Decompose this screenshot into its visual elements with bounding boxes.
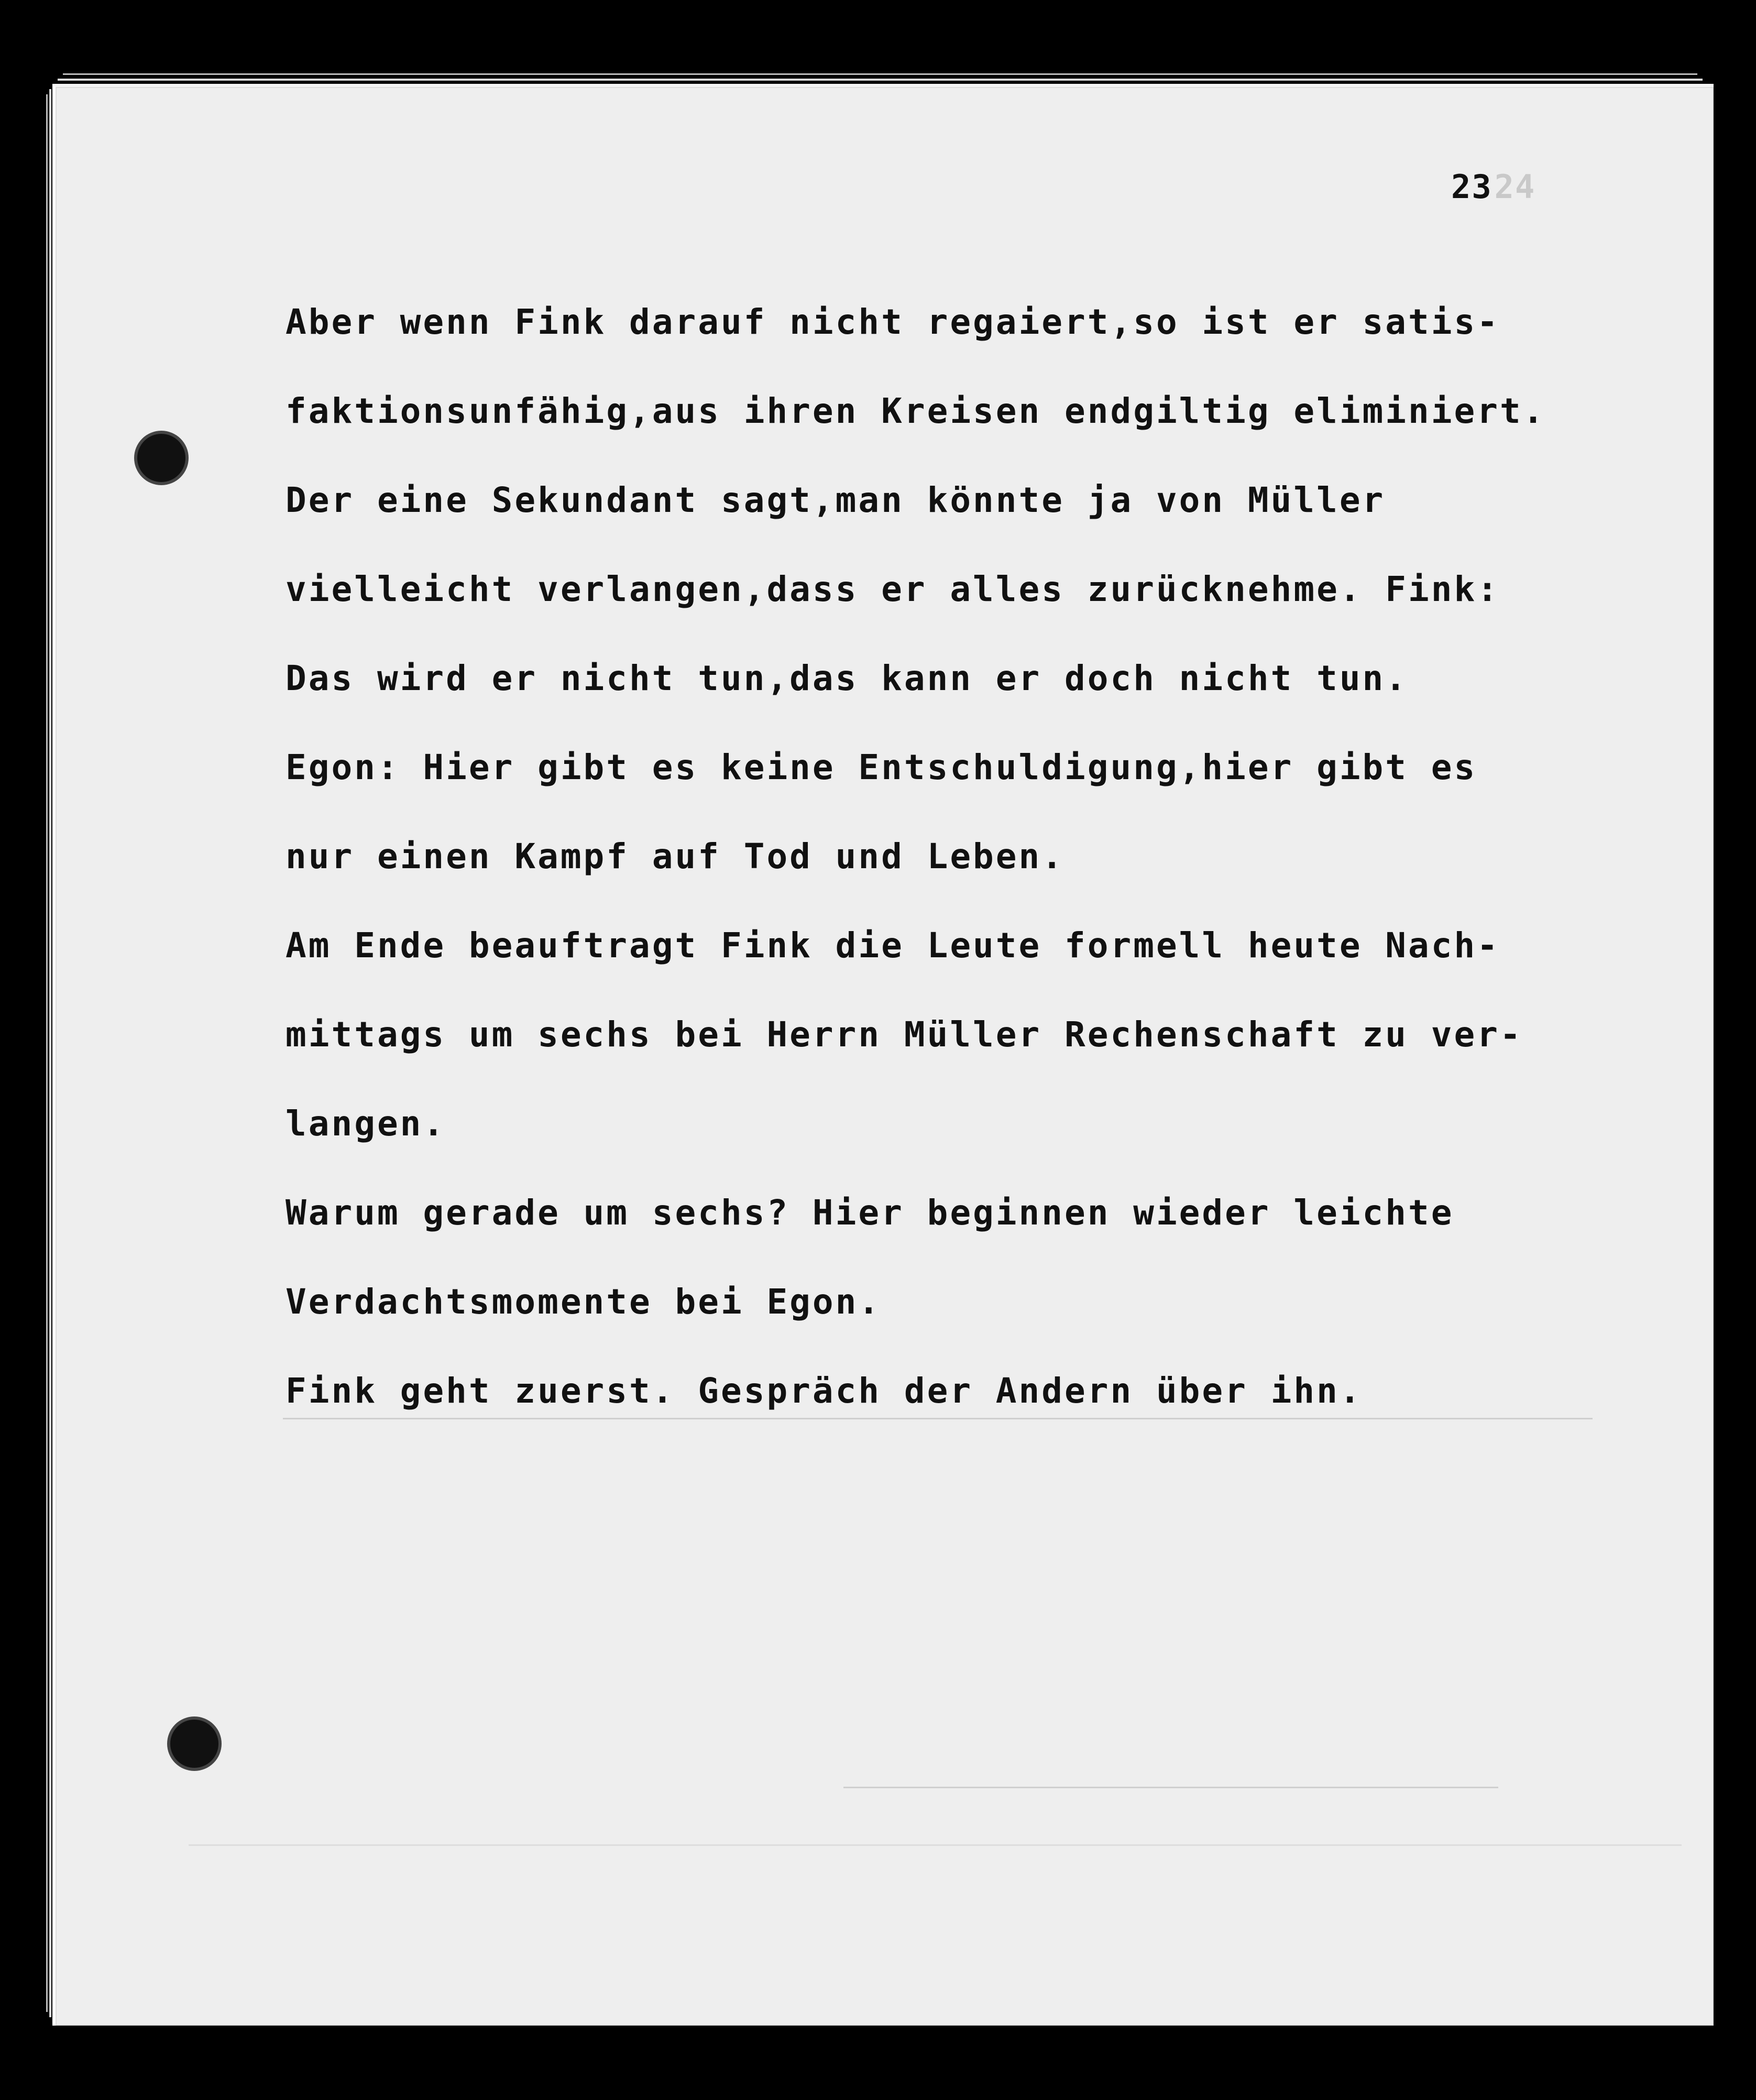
text-line: Egon: Hier gibt es keine Entschuldigung,hier gibt es <box>286 747 1477 788</box>
text-line: Am Ende beauftragt Fink die Leute formell heute Nach- <box>286 925 1500 966</box>
page-number <box>1451 168 1535 206</box>
page-edge <box>49 89 51 2017</box>
page-edge <box>58 79 1703 81</box>
faint-rule <box>843 1787 1498 1788</box>
page-number-ghost: 24 <box>1494 168 1536 206</box>
text-line: Warum gerade um sechs? Hier beginnen wieder leichte <box>286 1193 1454 1233</box>
text-line: langen. <box>286 1103 446 1144</box>
text-line: Der eine Sekundant sagt,man könnte ja von Müller <box>286 480 1386 520</box>
faint-rule <box>189 1844 1682 1846</box>
page-number-value: 23 <box>1451 168 1492 206</box>
text-line: mittags um sechs bei Herrn Müller Rechenschaft zu ver- <box>286 1014 1523 1055</box>
punch-hole <box>137 434 185 482</box>
text-line: faktionsunfähig,aus ihren Kreisen endgiltig eliminiert. <box>286 391 1546 431</box>
text-line: Aber wenn Fink darauf nicht regaiert,so ist er satis- <box>286 302 1500 342</box>
page-edge <box>63 73 1697 75</box>
text-line: vielleicht verlangen,dass er alles zurücknehme. Fink: <box>286 569 1500 609</box>
text-line: Verdachtsmomente bei Egon. <box>286 1282 882 1322</box>
text-line: nur einen Kampf auf Tod und Leben. <box>286 836 1065 877</box>
punch-hole <box>170 1720 218 1768</box>
text-line: Fink geht zuerst. Gespräch der Andern über ihn. <box>286 1371 1363 1411</box>
text-line: Das wird er nicht tun,das kann er doch nicht tun. <box>286 658 1409 698</box>
typewritten-text <box>286 278 1648 1436</box>
page-edge <box>46 94 48 2012</box>
